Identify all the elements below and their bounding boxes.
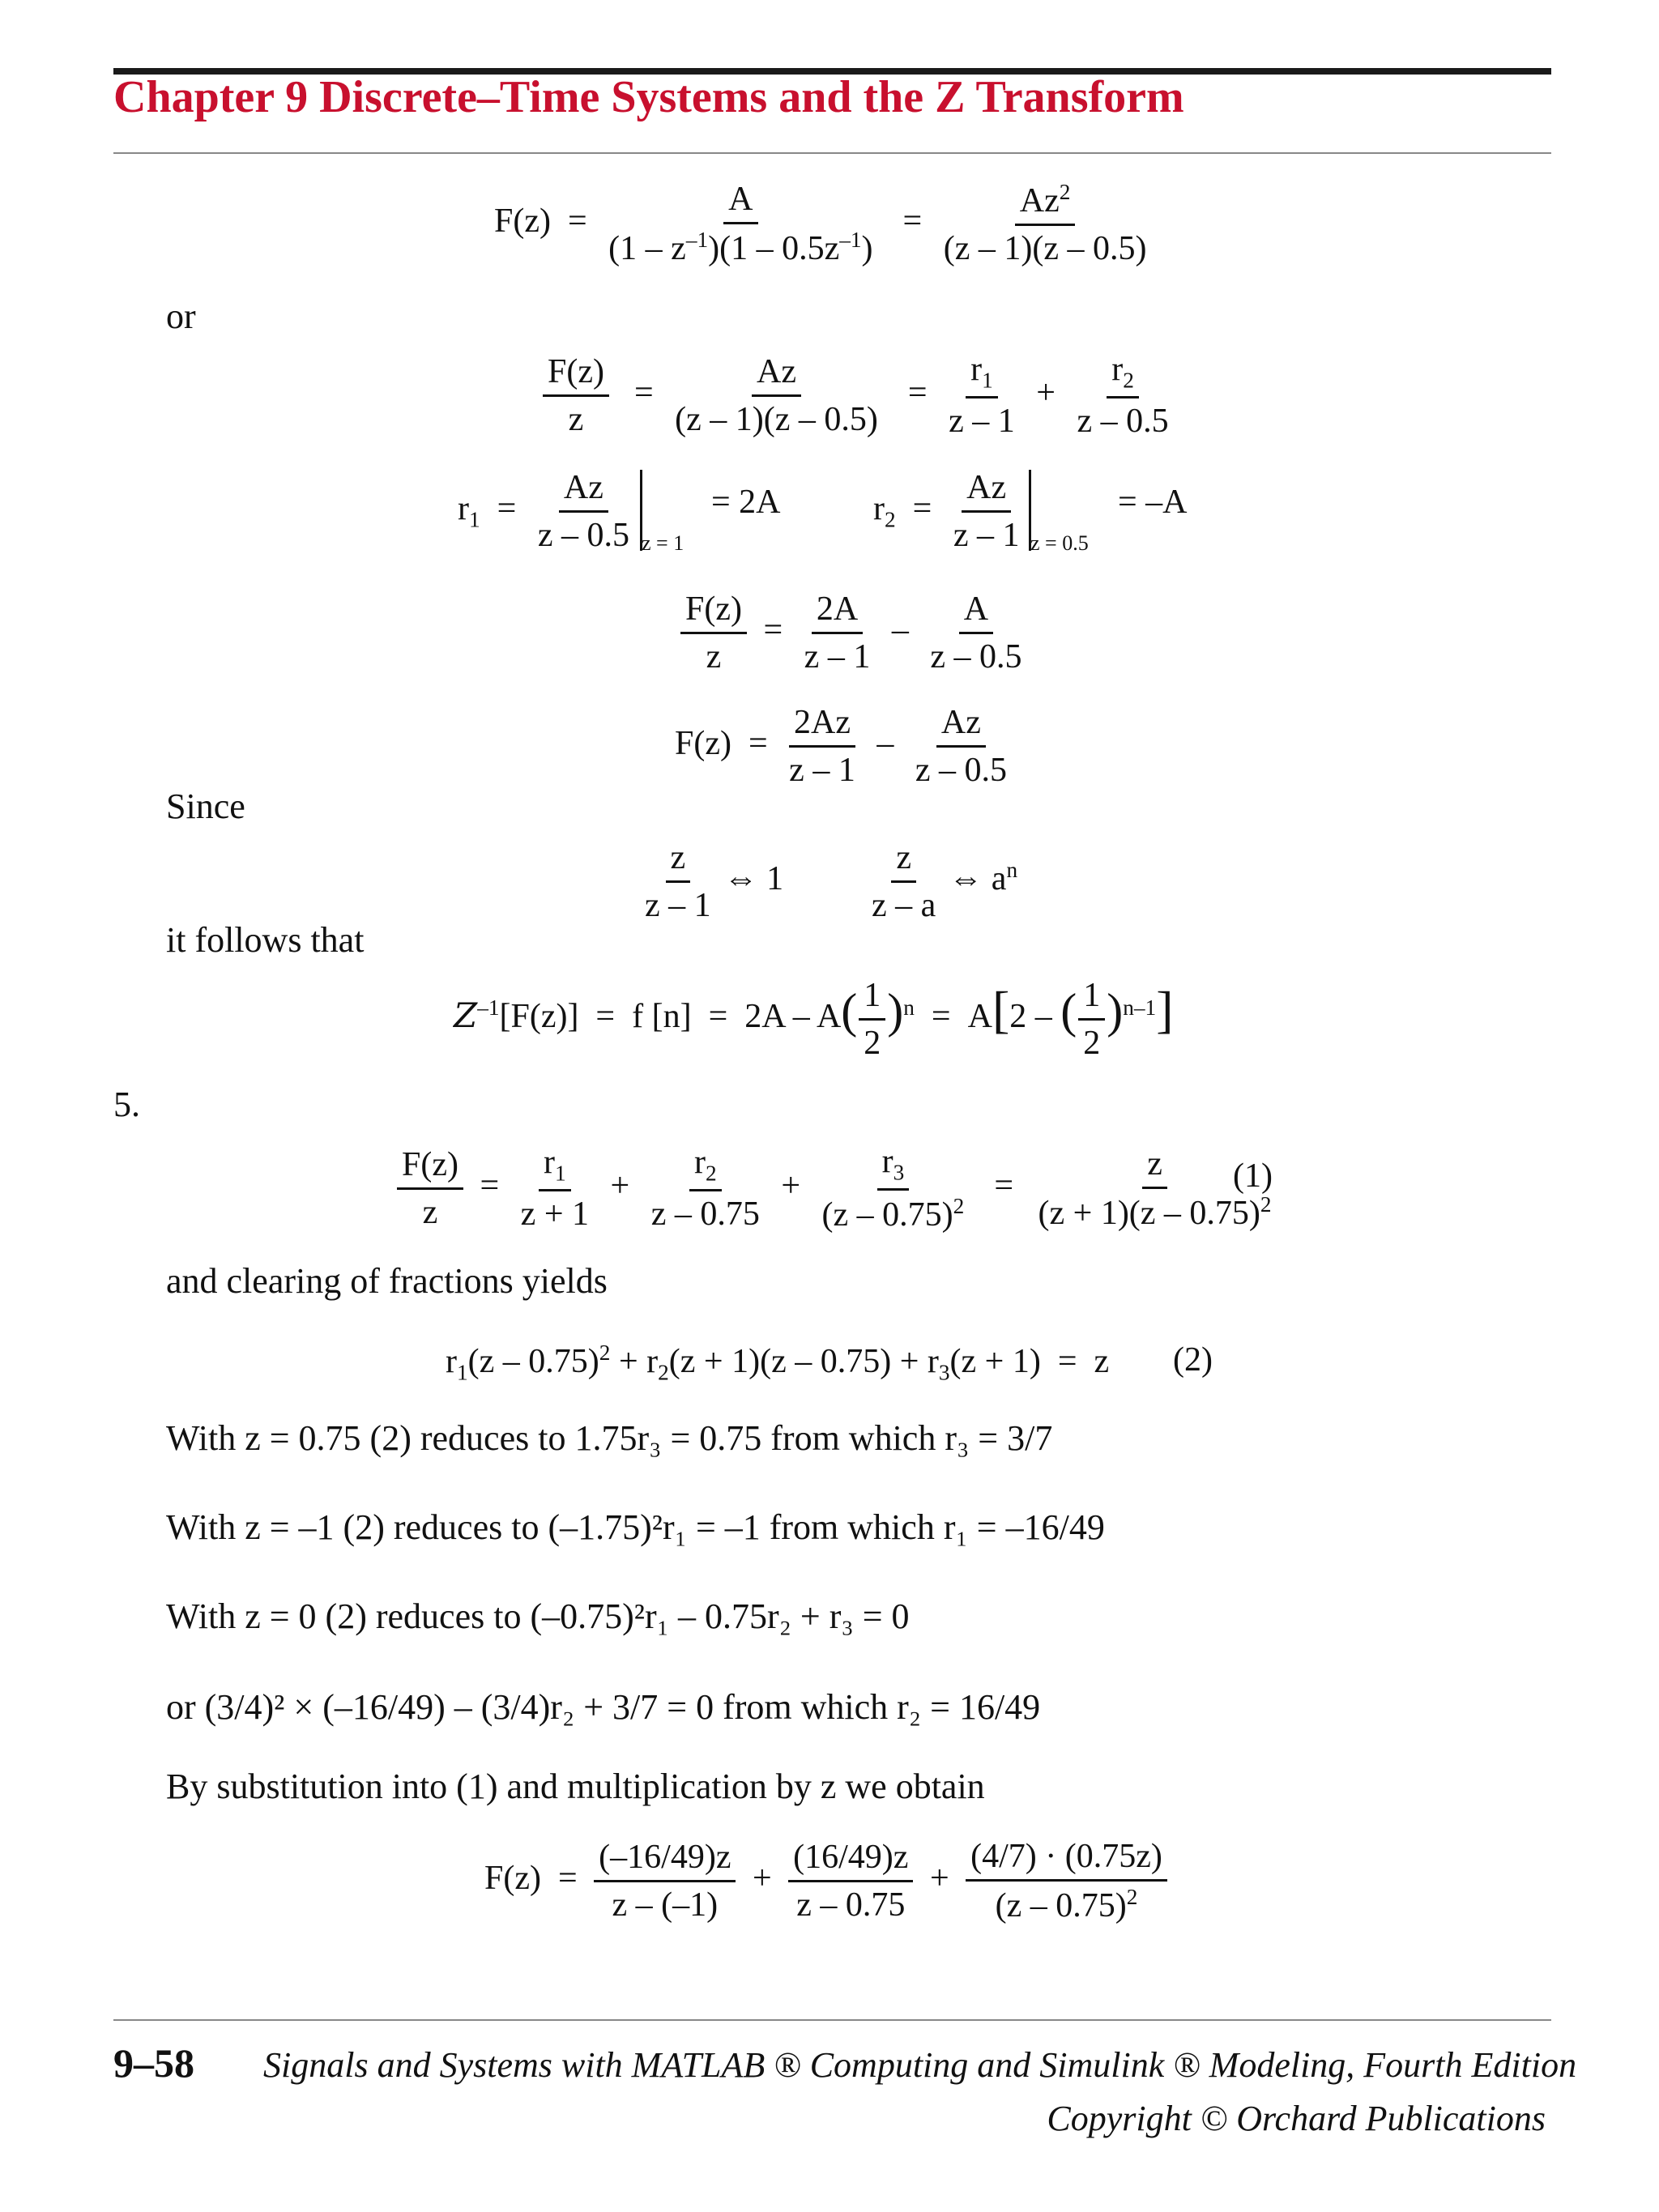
transform-pair-exponential: $\frac{z}{z - a}$ ⇔ $a^n$ <box>872 839 1018 924</box>
transform-pair-unit-step: $\frac{z}{z - 1}$ ⇔ 1 <box>645 839 784 924</box>
prose-or-1: or <box>166 296 196 336</box>
equation-fz-definition: F(z) = $\frac{A}{(1 - z^{-1})(1 - 0.5z^{-1})}$ = $\frac{Az^2}{(z - 1)(z - 0.5)}$ <box>494 180 1147 267</box>
equation-problem5-partial: $\frac{F(z)}{z}$ = $\frac{r_1}{z + 1}$ + $\frac{r_2}{z - 0.75}$ + $\frac{r_3}{(z - 0.75)^2}$ = $\frac{z}{(z + 1)(z - 0.75)^2}$ <box>389 1142 1285 1234</box>
footer-copyright: Copyright © Orchard Publications <box>1047 2099 1546 2138</box>
prose-clearing: and clearing of fractions yields <box>166 1261 608 1301</box>
problem-number: 5. <box>113 1085 140 1124</box>
prose-it-follows: it follows that <box>166 920 365 960</box>
prose-with-z-minus1: With z = –1 (2) reduces to (–1.75)²r₁ = –1 from which r₁ = –16/49 <box>166 1507 1105 1547</box>
prose-with-z-075: With z = 0.75 (2) reduces to 1.75r₃ = 0.75 from which r₃ = 3/7 <box>166 1418 1053 1458</box>
footer-book-title: Signals and Systems with MATLAB ® Computing and Simulink ® Modeling, Fourth Edition <box>263 2045 1577 2085</box>
prose-or-2: or (3/4)² × (–16/49) – (3/4)r₂ + 3/7 = 0 from which r₂ = 16/49 <box>166 1687 1041 1727</box>
equation-final-fz: F(z) = $\frac{(-16/49)z}{z - (-1)}$ + $\frac{(16/49)z}{z - 0.75}$ + $\frac{(4/7) \cdot (0.75z)}{(z - 0.75)^2}$ <box>484 1837 1175 1925</box>
prose-with-z-0: With z = 0 (2) reduces to (–0.75)²r₁ – 0.75r₂ + r₃ = 0 <box>166 1596 910 1636</box>
equation-label-2: (2) <box>1173 1341 1213 1379</box>
evaluation-point-r1: z = 1 <box>642 531 684 555</box>
equation-fz-over-z-result: $\frac{F(z)}{z}$ = $\frac{2A}{z - 1}$ – $\frac{A}{z - 0.5}$ <box>672 590 1034 676</box>
prose-substitution: By substitution into (1) and multiplication by z we obtain <box>166 1767 985 1806</box>
residue-r2-value: = –A <box>1118 484 1188 521</box>
equation-inverse-z-result: $Z^{-1}[F(z)] = f$ [n] = 2A – A( $\frac{1}{2}$ )$^n$ = A[2 – ( $\frac{1}{2}$ )$^{n-1}$] <box>454 977 1174 1062</box>
equation-fz-result: F(z) = $\frac{2Az}{z - 1}$ – $\frac{Az}{z - 0.5}$ <box>675 704 1007 789</box>
residue-r1-value: = 2A <box>711 484 781 521</box>
equation-label-1: (1) <box>1233 1157 1273 1195</box>
chapter-title: Chapter 9 Discrete–Time Systems and the Z Transform <box>113 72 1184 122</box>
equation-fz-over-z-partial: $\frac{F(z)}{z}$ = $\frac{Az}{(z - 1)(z - 0.5)}$ = $\frac{r_1}{z - 1}$ + $\frac{r_2}{z - 0.5}$ <box>535 350 1182 441</box>
equation-cleared-fractions: $r_1(z - 0.75)^2 + r_2(z + 1)(z - 0.75) + r_3(z + 1) = z$ <box>446 1340 1110 1385</box>
equation-residue-r2: $r_2$ = $\frac{Az}{z - 1}$ <box>873 469 1020 554</box>
footer-rule <box>113 2019 1551 2021</box>
header-bottom-rule <box>113 152 1551 154</box>
evaluation-point-r2: z = 0.5 <box>1030 531 1089 555</box>
prose-since: Since <box>166 786 245 826</box>
footer-page-number: 9–58 <box>113 2040 194 2086</box>
equation-residue-r1: $r_1$ = $\frac{Az}{z - 0.5}$ <box>458 469 629 554</box>
